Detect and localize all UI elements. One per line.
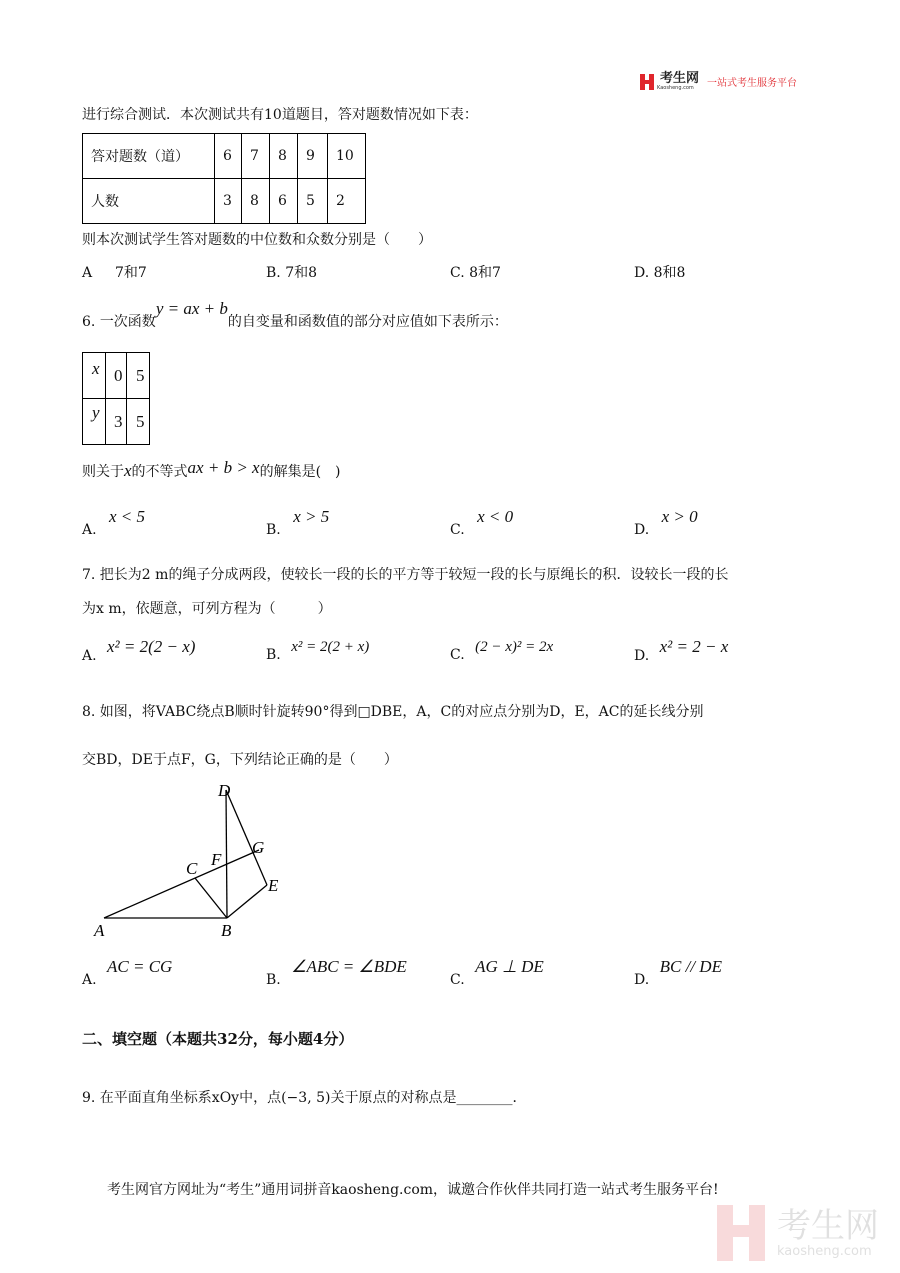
q6-option-a: A. x < 5 bbox=[82, 507, 146, 538]
header-logo bbox=[640, 72, 797, 91]
q7-option-a: A. x² = 2(2 − x) bbox=[82, 637, 196, 664]
table-cell: 0 bbox=[106, 353, 127, 399]
table-cell: 8 bbox=[242, 179, 270, 224]
q7-option-d: D. x² = 2 − x bbox=[634, 637, 729, 664]
q6-question: 则关于x的不等式ax + b > x的解集是( ) bbox=[82, 458, 341, 480]
table-cell: 6 bbox=[270, 179, 298, 224]
q7-line2: 为x m，依题意，可列方程为（ ） bbox=[82, 601, 332, 617]
q6-option-b: B. x > 5 bbox=[266, 507, 330, 538]
watermark-mark-icon bbox=[717, 1205, 765, 1261]
q6-table bbox=[82, 352, 150, 445]
q8-line2: 交BD，DE于点F，G，下列结论正确的是（ ） bbox=[82, 752, 398, 768]
table-cell: 6 bbox=[215, 134, 242, 179]
q5-option-c: C. 8和7 bbox=[450, 265, 501, 281]
q7-option-c: C. (2 − x)² = 2x bbox=[450, 639, 554, 663]
q6-stem: 6. 一次函数y = ax + b的自变量和函数值的部分对应值如下表所示： bbox=[82, 299, 508, 330]
table-cell: 10 bbox=[328, 134, 366, 179]
watermark-text: 考生网 bbox=[777, 1205, 879, 1246]
section-2-heading: 二、填空题（本题共32分，每小题4分） bbox=[82, 1030, 354, 1048]
q5-question: 则本次测试学生答对题数的中位数和众数分别是（ ） bbox=[82, 232, 432, 248]
q8-option-a: A. AC = CG bbox=[82, 957, 173, 988]
table-cell: 9 bbox=[298, 134, 328, 179]
q6-option-d: D. x > 0 bbox=[634, 507, 698, 538]
table-header-cell: y bbox=[83, 399, 106, 445]
q8-option-b: B. ∠ABC = ∠BDE bbox=[266, 957, 407, 988]
logo-domain: Kaosheng.com bbox=[657, 85, 694, 91]
q5-option-b: B. 7和8 bbox=[266, 265, 318, 281]
q5-option-d: D. 8和8 bbox=[634, 265, 686, 281]
q7-line1: 7. 把长为2 m的绳子分成两段，使较长一段的长的平方等于较短一段的长与原绳长的积．设较长一段的长 bbox=[82, 567, 729, 583]
table-cell: 5 bbox=[298, 179, 328, 224]
table-header-cell: x bbox=[83, 353, 106, 399]
label-d: D bbox=[218, 781, 231, 800]
logo-text: 考生网 bbox=[660, 71, 700, 86]
label-g: G bbox=[252, 838, 265, 857]
label-f: F bbox=[211, 850, 222, 869]
logo-slogan: 一站式考生服务平台 bbox=[707, 78, 798, 89]
table-cell: 5 bbox=[127, 399, 150, 445]
segment-ag bbox=[104, 850, 259, 918]
label-c: C bbox=[186, 859, 198, 878]
q8-line1: 8. 如图，将VABC绕点B顺时针旋转90°得到□DBE，A，C的对应点分别为D，E，AC的延长线分别 bbox=[82, 704, 704, 720]
segment-db bbox=[226, 790, 227, 918]
segment-eb bbox=[227, 885, 267, 918]
table-cell: 2 bbox=[328, 179, 366, 224]
q8-option-c: C. AG ⊥ DE bbox=[450, 957, 544, 988]
table-cell: 3 bbox=[215, 179, 242, 224]
q8-geometry-figure bbox=[90, 778, 285, 948]
label-a: A bbox=[94, 921, 105, 940]
label-b: B bbox=[221, 921, 232, 940]
q9-text: 9. 在平面直角坐标系xOy中，点(−3, 5)关于原点的对称点是________． bbox=[82, 1090, 527, 1106]
footer-text: 考生网官方网址为“考生”通用词拼音kaosheng.com，诚邀合作伙伴共同打造一站式考生服务平台! bbox=[107, 1182, 719, 1198]
table-cell: 3 bbox=[106, 399, 127, 445]
q5-table bbox=[82, 133, 366, 224]
q5-intro: 进行综合测试．本次测试共有10道题目，答对题数情况如下表： bbox=[82, 107, 478, 123]
logo-mark-icon bbox=[640, 74, 654, 90]
q8-option-d: D. BC // DE bbox=[634, 957, 722, 988]
watermark-domain: kaosheng.com bbox=[777, 1243, 872, 1259]
watermark-logo bbox=[717, 1205, 879, 1261]
label-e: E bbox=[268, 876, 279, 895]
table-cell: 8 bbox=[270, 134, 298, 179]
q5-option-a: A 7和7 bbox=[82, 265, 147, 281]
table-header-cell: 答对题数（道） bbox=[83, 134, 215, 179]
table-header-cell: 人数 bbox=[83, 179, 215, 224]
q6-option-c: C. x < 0 bbox=[450, 507, 514, 538]
q7-option-b: B. x² = 2(2 + x) bbox=[266, 639, 370, 663]
segment-cb bbox=[195, 878, 227, 918]
table-cell: 7 bbox=[242, 134, 270, 179]
table-cell: 5 bbox=[127, 353, 150, 399]
